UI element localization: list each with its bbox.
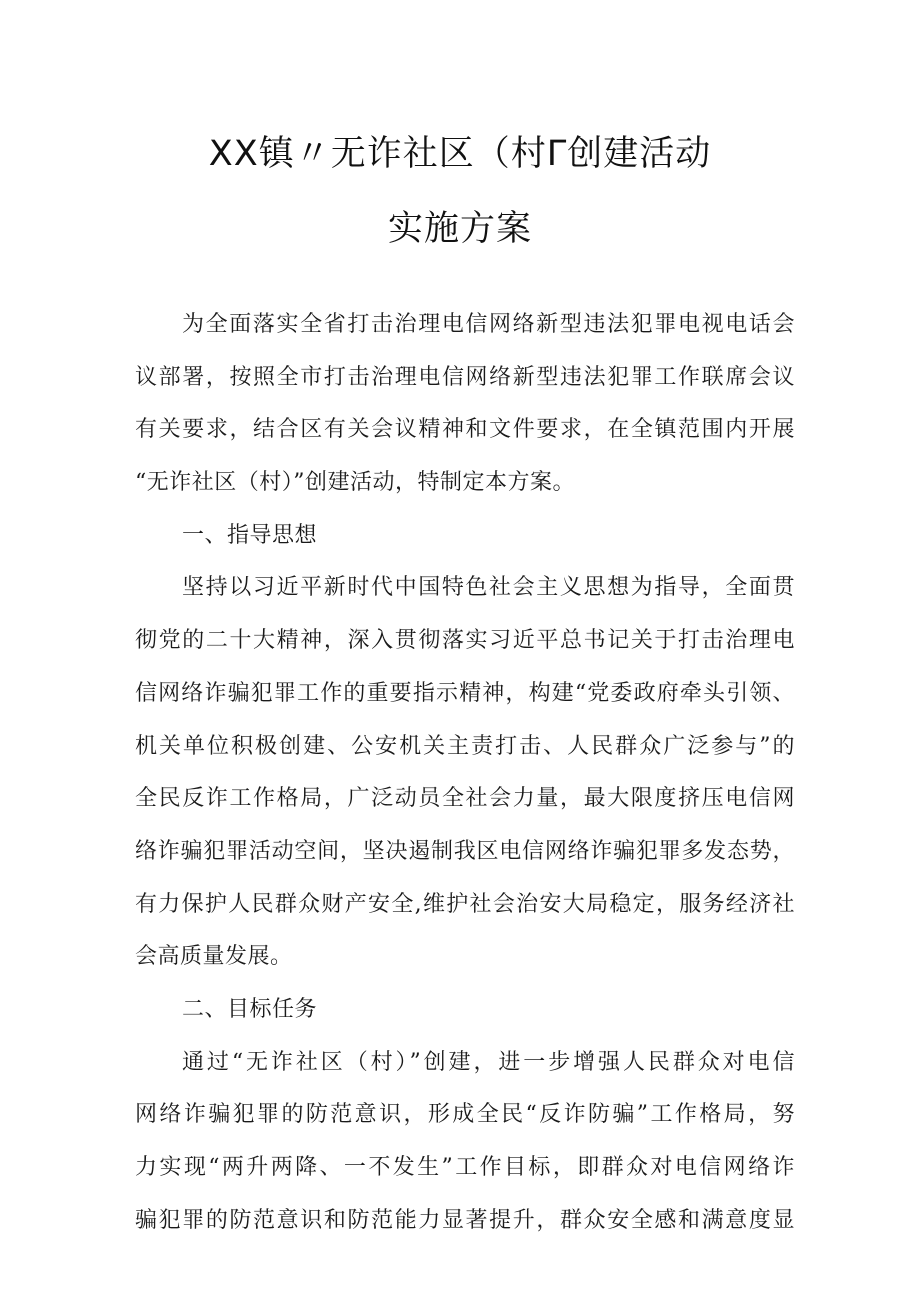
section-heading: 一、指导思想 xyxy=(182,522,318,548)
document-title-line-2: 实施方案 xyxy=(387,209,532,249)
body-text-line: 机关单位积极创建、公安机关主责打击、人民群众广泛参与”的 xyxy=(135,733,795,759)
body-text-line: 坚持以习近平新时代中国特色社会主义思想为指导，全面贯 xyxy=(182,575,795,601)
body-text-line: 通过“无诈社区（村）”创建，进一步增强人民群众对电信 xyxy=(182,1049,795,1075)
body-text-line: 有力保护人民群众财产安全,维护社会治安大局稳定，服务经济社 xyxy=(135,891,795,917)
body-text-line: 会高质量发展。 xyxy=(135,944,293,970)
body-text-line: 全民反诈工作格局，广泛动员全社会力量，最大限度挤压电信网 xyxy=(135,786,795,812)
body-text-line: 为全面落实全省打击治理电信网络新型违法犯罪电视电话会 xyxy=(182,312,795,337)
body-text-line: 力实现“两升两降、一不发生”工作目标，即群众对电信网络诈 xyxy=(135,1155,795,1180)
body-text-line: 彻党的二十大精神，深入贯彻落实习近平总书记关于打击治理电 xyxy=(135,628,795,654)
body-text-line: 网络诈骗犯罪的防范意识，形成全民“反诈防骗”工作格局，努 xyxy=(135,1102,795,1128)
body-text-line: “无诈社区（村）”创建活动，特制定本方案。 xyxy=(135,470,575,496)
body-text-line: 络诈骗犯罪活动空间，坚决遏制我区电信网络诈骗犯罪多发态势， xyxy=(135,838,795,864)
document-body xyxy=(135,306,795,1254)
body-text-line: 议部署，按照全市打击治理电信网络新型违法犯罪工作联席会议 xyxy=(135,364,795,390)
document-title-line-1: XX镇〃无诈社区（村Γ创建活动 xyxy=(208,134,712,174)
body-text-line: 骗犯罪的防范意识和防范能力显著提升，群众安全感和满意度显 xyxy=(135,1207,795,1233)
body-text-line: 有关要求，结合区有关会议精神和文件要求，在全镇范围内开展 xyxy=(135,417,795,443)
body-text-line: 信网络诈骗犯罪工作的重要指示精神，构建“党委政府牵头引领、 xyxy=(135,680,795,706)
section-heading: 二、目标任务 xyxy=(182,996,318,1022)
